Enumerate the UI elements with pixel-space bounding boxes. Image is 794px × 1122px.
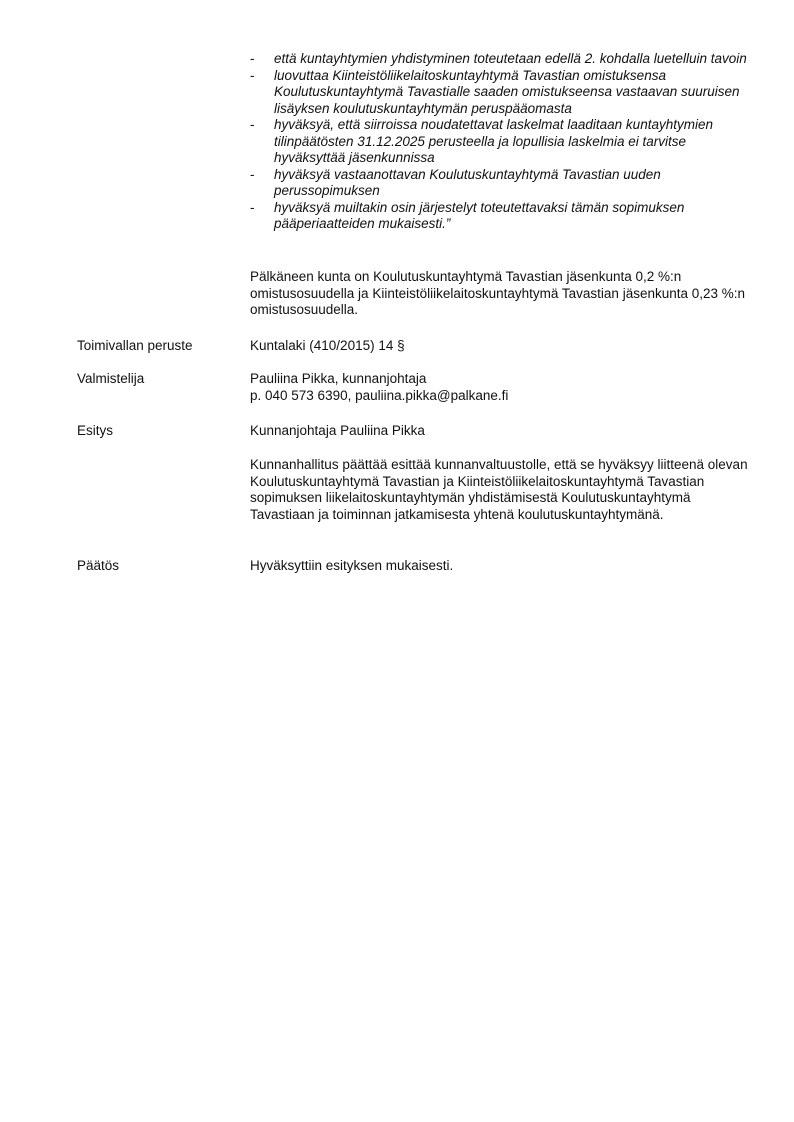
proposal-presenter: Kunnanjohtaja Pauliina Pikka (250, 423, 425, 438)
resolution-bullet-list (250, 51, 750, 233)
bullet-marker: - (250, 199, 255, 215)
bullet-text: hyväksyä vastaanottavan Koulutuskuntayhtymä Tavastian uuden perussopimuksen (274, 166, 661, 198)
proposal-label: Esitys (77, 423, 114, 438)
preparer-value (250, 371, 750, 404)
bullet-marker: - (250, 166, 255, 182)
decision-label: Päätös (77, 558, 120, 573)
bullet-text: että kuntayhtymien yhdistyminen toteutetaan edellä 2. kohdalla luetelluin tavoin (274, 51, 747, 66)
ownership-paragraph: Pälkäneen kunta on Koulutuskuntayhtymä Tavastian jäsenkunta 0,2 %:n omistusosuudella ja Kiinteistöliikelaitoskuntayhtymä Tavastian jäsenkunta 0,23 %:n omistusosuudella. (250, 269, 746, 317)
preparer-name: Pauliina Pikka, kunnanjohtaja (250, 371, 427, 386)
list-item (250, 200, 750, 233)
proposal-text: Kunnanhallitus päättää esittää kunnanvaltuustolle, että se hyväksyy liitteenä olevan Koulutuskuntayhtymä Tavastian ja Kiinteistöliikelaitoskuntayhtymä Tavastian sopimuksen liikelaitoskuntayhtymän yhdistämisestä Koulutuskuntayhtymä Tavastiaan ja toiminnan jatkamisesta yhtenä koulutuskuntayhtymänä. (250, 457, 748, 522)
preparer-label: Valmistelija (77, 371, 145, 386)
preparer-contact: p. 040 573 6390, pauliina.pikka@palkane.fi (250, 387, 509, 403)
bullet-marker: - (250, 51, 255, 66)
list-item (250, 68, 750, 118)
list-item (250, 117, 750, 167)
authority-basis-label: Toimivallan peruste (77, 338, 193, 353)
list-item (250, 167, 750, 200)
bullet-text: hyväksyä muiltakin osin järjestelyt toteutettavaksi tämän sopimuksen pääperiaatteiden mukaisesti.” (274, 199, 685, 231)
decision-value: Hyväksyttiin esityksen mukaisesti. (250, 558, 454, 573)
bullet-marker: - (250, 67, 255, 83)
authority-basis-value: Kuntalaki (410/2015) 14 § (250, 338, 405, 353)
bullet-text: luovuttaa Kiinteistöliikelaitoskuntayhtymä Tavastian omistuksensa Koulutuskuntayhtymä Tavastialle saaden omistukseensa vastaavan suuruisen lisäyksen koulutuskuntayhtymän peruspääomasta (274, 67, 740, 116)
list-item (250, 51, 750, 68)
bullet-marker: - (250, 117, 255, 132)
bullet-text: hyväksyä, että siirroissa noudatettavat laskelmat laaditaan kuntayhtymien tilinpäätösten 31.12.2025 perusteella ja lopullisia laskelmia ei tarvitse hyväksyttää jäsenkunnissa (274, 117, 713, 165)
